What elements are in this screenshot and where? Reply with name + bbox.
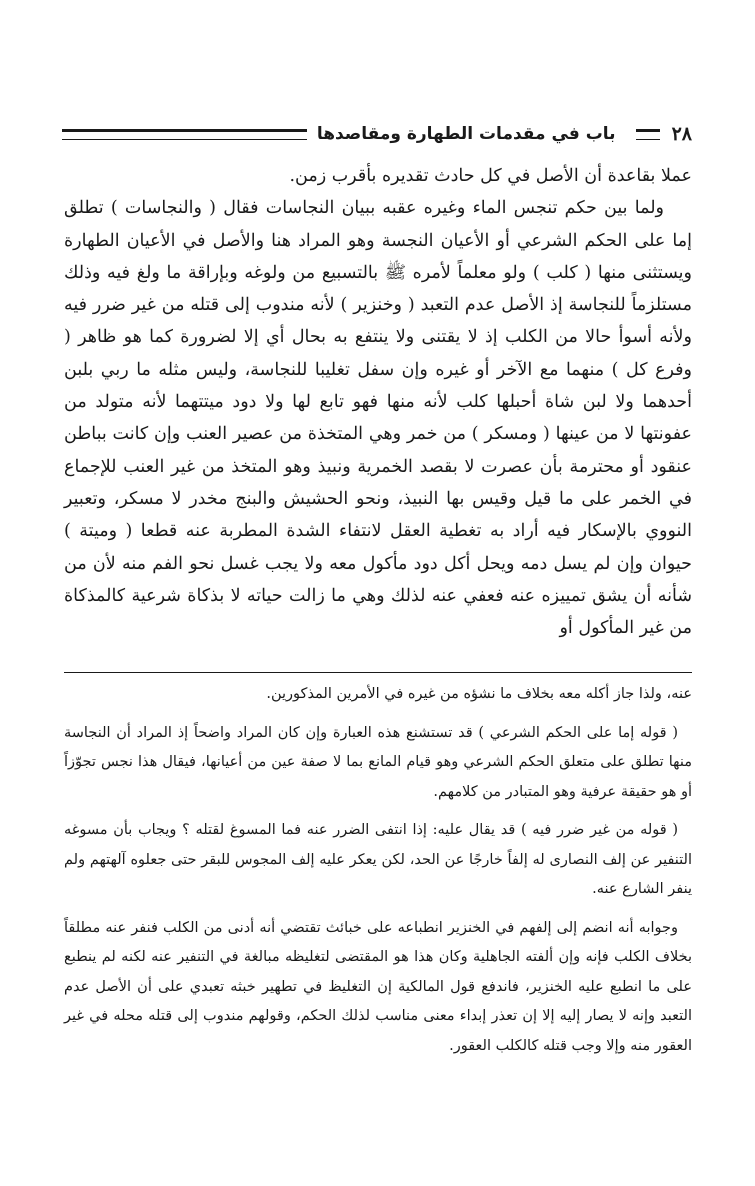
main-paragraph: ولما بين حكم تنجس الماء وغيره عقبه ببيان النجاسات فقال ( والنجاسات ) تطلق إما على الحكم الشرعي أو الأعيان النجسة وهو المراد هنا والأصل في الأعيان الطهارة ويستثنى منها ( كلب ) ولو معلماً لأمره ﷺ بالتسبيع من ولوغه وبإراقة ما ولغ فيه وذلك مستلزماً للنجاسة إذ الأصل عدم التعبد ( وخنزير ) لأنه مندوب إلى قتله من غير ضرر فيه ولأنه أسوأ حالا من الكلب إذ لا يقتنى ولا ينتفع به بحال أي إلا لضرورة كما هو ظاهر ( وفرع كل ) منهما مع الآخر أو غيره وإن سفل تغليبا للنجاسة، وليس مثله ما ربي بلبن أحدهما ولا لبن شاة أحبلها كلب لأنه منها فهو تابع لها ولا دود ميتتهما لأنه متولد من عفونتها لا من عينها ( ومسكر ) من خمر وهي المتخذة من عصير العنب وإن كانت بباطن عنقود أو محترمة بأن عصرت لا بقصد الخمرية ونبيذ وهو المتخذ من غير العنب للإجماع في الخمر على ما قيل وقيس بها النبيذ، ونحو الحشيش والبنج مخدر لا مسكر، وتعبير النووي بالإسكار فيه أراد به تغطية العقل لانتفاء الشدة المطربة عنه قطعا ( وميتة ) حيوان وإن لم يسل دمه ويحل أكل دود مأكول معه ولا يجب غسل نحو الفم منه لأن من شأنه أن يشق تمييزه عنه فعفي عنه لذلك وهي ما زالت حياته لا بذكاة شرعية كالمذكاة من غير المأكول أو [64, 198, 692, 639]
footnotes-section [64, 680, 692, 1070]
main-paragraph: عملا بقاعدة أن الأصل في كل حادث تقديره بأقرب زمن. [289, 166, 692, 186]
footnote-paragraph: عنه، ولذا جاز أكله معه بخلاف ما نشؤه من غيره في الأمرين المذكورين. [266, 686, 692, 702]
footnote-paragraph: ( قوله من غير ضرر فيه ) قد يقال عليه: إذا انتفى الضرر عنه فما المسوغ لقتله ؟ ويجاب بأن مسوغه التنفير عن إلف النصارى له إلفاً خارجًا عن الحد، لكن يعكر عليه إلف المجوس للبقر حتى جعلوه آلهتهم ولم ينفر الشارع عنه. [64, 822, 692, 897]
main-text-body [64, 160, 692, 644]
chapter-title: باب في مقدمات الطهارة ومقاصدها [316, 124, 616, 144]
footnote-separator [64, 672, 692, 673]
footnote-paragraph: ( قوله إما على الحكم الشرعي ) قد تستشنع هذه العبارة وإن كان المراد واضحاً إذ المراد أن النجاسة منها تطلق على متعلق الحكم الشرعي وهو قيام المانع بما لا صفة عين من أعيانها، فيقال هذا نجس تجوّزاً أو هو حقيقة عرفية وهو المتبادر من كلامهم. [64, 724, 692, 800]
header-rule-long [62, 129, 307, 140]
header-rule-short [636, 129, 660, 140]
page-number: ٢٨ [671, 123, 692, 145]
running-header [62, 120, 692, 148]
footnote-paragraph: وجوابه أنه انضم إلى إلفهم في الخنزير انطباعه على خبائث تقتضي أنه أدنى من الكلب فنفر عنه مطلقاً بخلاف الكلب فإنه وإن ألفته الجاهلية وكان هذا هو المقتضى لتغليظه مبالغة في التنفير عنه لكنه لم ينطبع على ما انطبع عليه الخنزير، فاندفع قول المالكية إن التغليظ في تطهير خبثه تعبدي على أن الأصل عدم التعبد وإنه لا يصار إليه إلا إن تعذر إبداء معنى مناسب لذلك الحكم، وقولهم مندوب إلى قتله محله في غير العقور منه وإلا وجب قتله كالكلب العقور. [64, 919, 692, 1054]
